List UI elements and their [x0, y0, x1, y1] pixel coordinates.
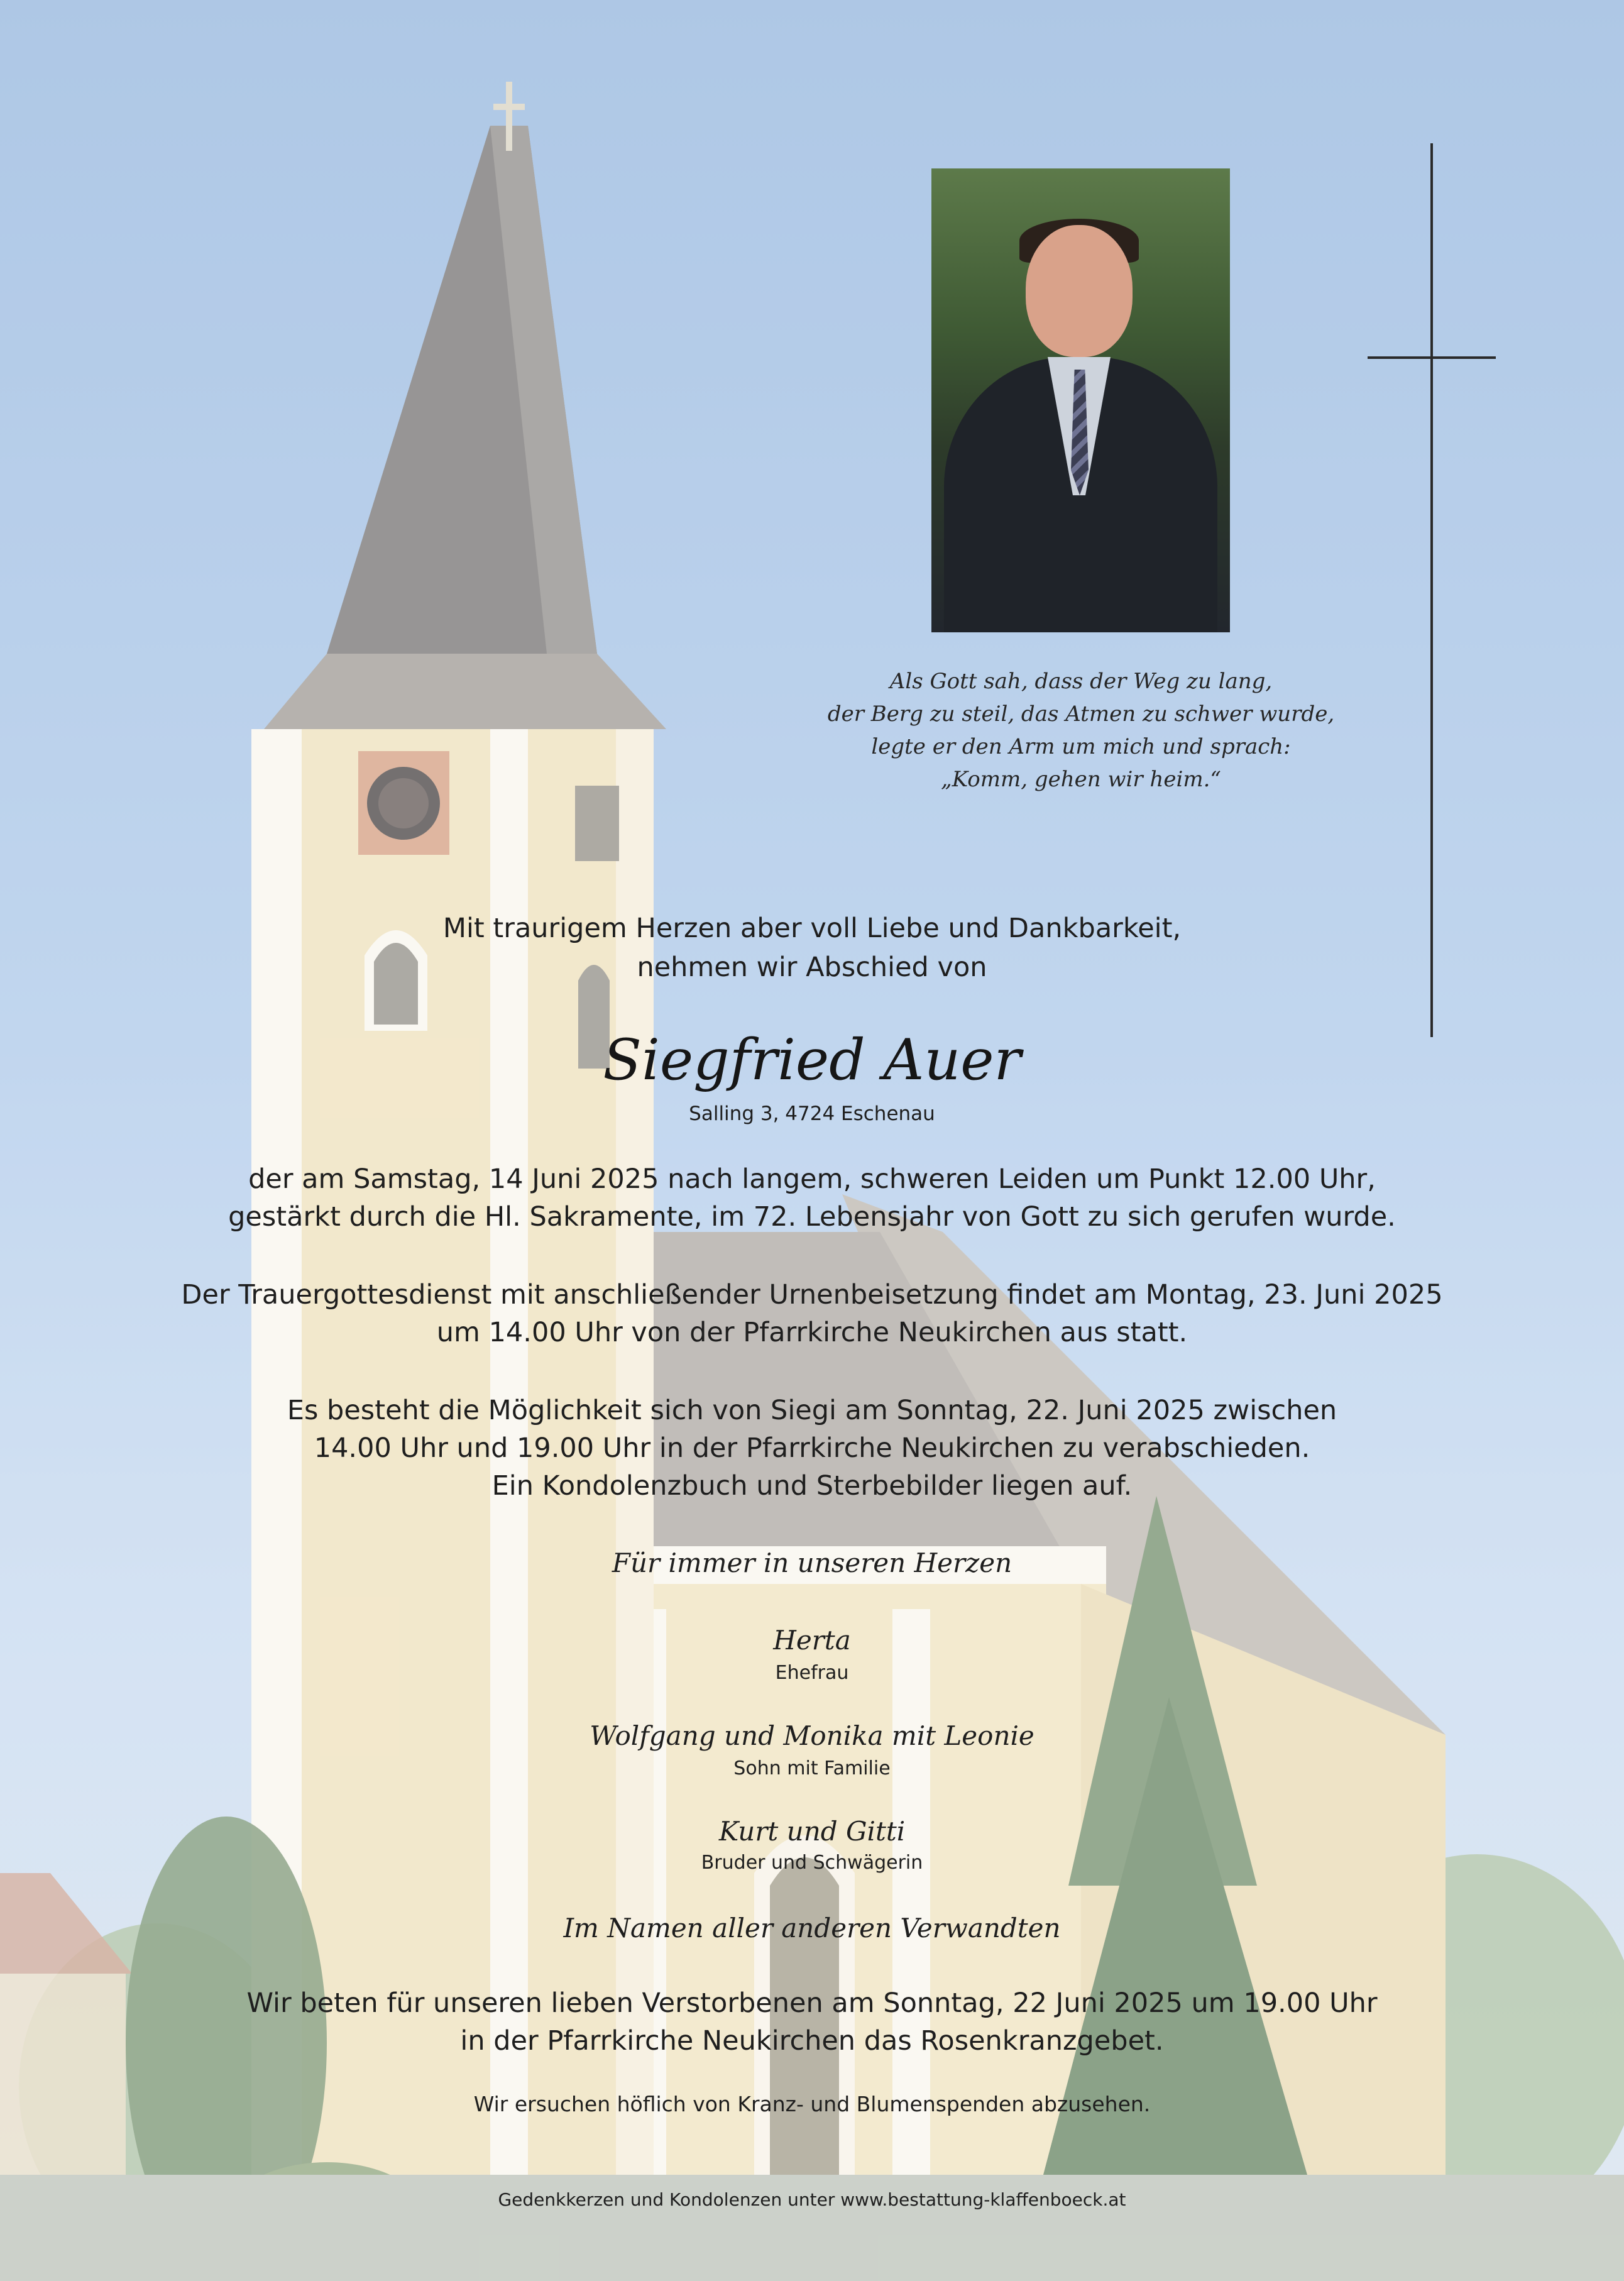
quote-line: der Berg zu steil, das Atmen zu schwer wurde, — [827, 701, 1335, 727]
family-member-relation: Ehefrau — [775, 1662, 849, 1684]
intro-text — [0, 909, 1624, 987]
cross-horizontal-bar — [1368, 356, 1496, 359]
memorial-quote — [735, 665, 1427, 796]
paragraph-line: Ein Kondolenzbuch und Sterbebilder liegen auf. — [491, 1470, 1133, 1502]
quote-line: „Komm, gehen wir heim.“ — [941, 767, 1221, 792]
family-member-name: Kurt und Gitti — [718, 1816, 906, 1847]
deceased-name: Siegfried Auer — [603, 1027, 1021, 1093]
paragraph-line: Der Trauergottesdienst mit anschließender Urnenbeisetzung findet am Montag, 23. Juni 2025 — [181, 1279, 1443, 1311]
paragraph-line: um 14.00 Uhr von der Pfarrkirche Neukirchen aus statt. — [436, 1317, 1188, 1348]
family-member-name: Herta — [773, 1625, 851, 1656]
family-title: Für immer in unseren Herzen — [612, 1547, 1012, 1578]
family-member-name: Wolfgang und Monika mit Leonie — [590, 1720, 1034, 1751]
funeral-service-paragraph — [0, 1276, 1624, 1351]
family-member-relation: Bruder und Schwägerin — [701, 1852, 923, 1874]
paragraph-line: gestärkt durch die Hl. Sakramente, im 72. Lebensjahr von Gott zu sich gerufen wurde. — [228, 1201, 1396, 1233]
family-member-relation: Sohn mit Familie — [733, 1757, 891, 1779]
portrait-photo — [931, 168, 1230, 632]
death-notice-paragraph — [0, 1160, 1624, 1236]
footer-condolence-link: Gedenkkerzen und Kondolenzen unter www.bestattung-klaffenboeck.at — [498, 2189, 1126, 2210]
intro-line: nehmen wir Abschied von — [637, 952, 987, 983]
no-flowers-note: Wir ersuchen höflich von Kranz- und Blumenspenden abzusehen. — [473, 2092, 1151, 2116]
farewell-paragraph — [0, 1392, 1624, 1505]
cross-vertical-bar — [1430, 143, 1433, 1037]
quote-line: legte er den Arm um mich und sprach: — [871, 734, 1291, 759]
paragraph-line: in der Pfarrkirche Neukirchen das Rosenkranzgebet. — [460, 2025, 1164, 2057]
rosary-paragraph — [0, 1984, 1624, 2060]
paragraph-line: Wir beten für unseren lieben Verstorbenen am Sonntag, 22 Juni 2025 um 19.00 Uhr — [246, 1987, 1378, 2019]
other-relatives: Im Namen aller anderen Verwandten — [563, 1913, 1061, 1943]
paragraph-line: 14.00 Uhr und 19.00 Uhr in der Pfarrkirche Neukirchen zu verabschieden. — [314, 1432, 1310, 1464]
paragraph-line: Es besteht die Möglichkeit sich von Siegi am Sonntag, 22. Juni 2025 zwischen — [287, 1395, 1337, 1426]
portrait-face — [1026, 225, 1133, 357]
intro-line: Mit traurigem Herzen aber voll Liebe und Dankbarkeit, — [442, 913, 1182, 944]
quote-line: Als Gott sah, dass der Weg zu lang, — [889, 669, 1273, 694]
deceased-address: Salling 3, 4724 Eschenau — [689, 1102, 935, 1125]
paragraph-line: der am Samstag, 14 Juni 2025 nach langem, schweren Leiden um Punkt 12.00 Uhr, — [248, 1163, 1376, 1195]
